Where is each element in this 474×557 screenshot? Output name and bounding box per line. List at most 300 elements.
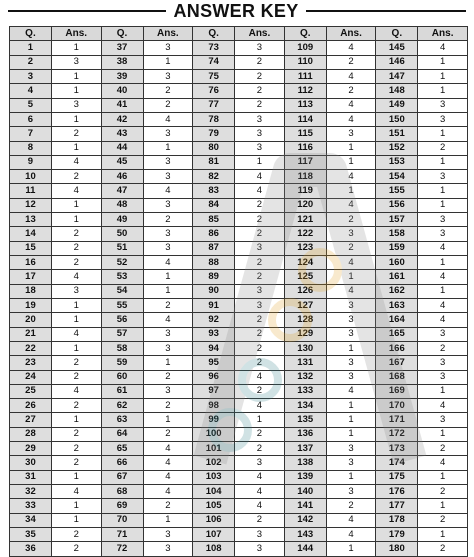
column-header: Q. <box>101 27 143 41</box>
answer-cell: 2 <box>51 356 101 370</box>
table-row <box>10 470 468 484</box>
table-row <box>10 370 468 384</box>
question-number-cell: 109 <box>284 41 326 55</box>
answer-cell: 3 <box>235 141 285 155</box>
column-header: Q. <box>284 27 326 41</box>
answer-cell: 1 <box>143 270 193 284</box>
question-number-cell: 98 <box>193 399 235 413</box>
question-number-cell: 158 <box>376 227 418 241</box>
question-number-cell: 153 <box>376 155 418 169</box>
answer-cell: 2 <box>326 241 376 255</box>
question-number-cell: 33 <box>10 499 52 513</box>
answer-cell: 3 <box>326 127 376 141</box>
answer-cell: 2 <box>51 256 101 270</box>
answer-cell: 1 <box>418 384 468 398</box>
question-number-cell: 149 <box>376 98 418 112</box>
column-header: Ans. <box>143 27 193 41</box>
answer-cell: 2 <box>143 298 193 312</box>
question-number-cell: 114 <box>284 112 326 126</box>
answer-cell: 3 <box>326 298 376 312</box>
title-rule-right <box>306 10 466 12</box>
answer-cell: 2 <box>418 485 468 499</box>
answer-cell: 2 <box>418 442 468 456</box>
question-number-cell: 135 <box>284 413 326 427</box>
question-number-cell: 3 <box>10 69 52 83</box>
table-row <box>10 256 468 270</box>
answer-cell: 2 <box>235 256 285 270</box>
question-number-cell: 141 <box>284 499 326 513</box>
question-number-cell: 168 <box>376 370 418 384</box>
question-number-cell: 51 <box>101 241 143 255</box>
question-number-cell: 121 <box>284 213 326 227</box>
answer-cell: 3 <box>326 370 376 384</box>
question-number-cell: 119 <box>284 184 326 198</box>
question-number-cell: 26 <box>10 399 52 413</box>
question-number-cell: 22 <box>10 341 52 355</box>
answer-cell: 4 <box>51 485 101 499</box>
answer-cell: 2 <box>235 442 285 456</box>
question-number-cell: 20 <box>10 313 52 327</box>
question-number-cell: 107 <box>193 527 235 541</box>
question-number-cell: 44 <box>101 141 143 155</box>
question-number-cell: 173 <box>376 442 418 456</box>
answer-cell: 1 <box>143 55 193 69</box>
question-number-cell: 40 <box>101 84 143 98</box>
answer-cell: 1 <box>326 413 376 427</box>
table-row <box>10 499 468 513</box>
question-number-cell: 156 <box>376 198 418 212</box>
answer-cell: 3 <box>235 41 285 55</box>
answer-cell: 4 <box>326 170 376 184</box>
question-number-cell: 59 <box>101 356 143 370</box>
question-number-cell: 159 <box>376 241 418 255</box>
question-number-cell: 34 <box>10 513 52 527</box>
answer-cell: 3 <box>51 98 101 112</box>
question-number-cell: 136 <box>284 427 326 441</box>
question-number-cell: 179 <box>376 527 418 541</box>
table-row <box>10 84 468 98</box>
question-number-cell: 137 <box>284 442 326 456</box>
answer-cell: 2 <box>235 55 285 69</box>
answer-cell: 1 <box>326 155 376 169</box>
answer-cell: 4 <box>51 384 101 398</box>
answer-cell: 2 <box>143 399 193 413</box>
column-header: Q. <box>10 27 52 41</box>
answer-cell: 4 <box>143 184 193 198</box>
question-number-cell: 95 <box>193 356 235 370</box>
question-number-cell: 18 <box>10 284 52 298</box>
table-row <box>10 442 468 456</box>
question-number-cell: 99 <box>193 413 235 427</box>
answer-cell: 1 <box>51 313 101 327</box>
question-number-cell: 15 <box>10 241 52 255</box>
question-number-cell: 84 <box>193 198 235 212</box>
answer-cell: 1 <box>51 341 101 355</box>
answer-cell: 4 <box>143 456 193 470</box>
column-header: Ans. <box>326 27 376 41</box>
answer-cell: 1 <box>51 298 101 312</box>
answer-cell: 2 <box>235 313 285 327</box>
question-number-cell: 56 <box>101 313 143 327</box>
question-number-cell: 130 <box>284 341 326 355</box>
question-number-cell: 92 <box>193 313 235 327</box>
question-number-cell: 37 <box>101 41 143 55</box>
question-number-cell: 122 <box>284 227 326 241</box>
answer-cell: 2 <box>235 227 285 241</box>
question-number-cell: 155 <box>376 184 418 198</box>
question-number-cell: 115 <box>284 127 326 141</box>
column-header: Ans. <box>418 27 468 41</box>
question-number-cell: 49 <box>101 213 143 227</box>
answer-cell: 3 <box>51 284 101 298</box>
table-row <box>10 112 468 126</box>
question-number-cell: 19 <box>10 298 52 312</box>
answer-cell: 3 <box>326 327 376 341</box>
answer-cell: 3 <box>143 69 193 83</box>
question-number-cell: 86 <box>193 227 235 241</box>
question-number-cell: 170 <box>376 399 418 413</box>
answer-cell: 2 <box>418 513 468 527</box>
question-number-cell: 132 <box>284 370 326 384</box>
title-rule-left <box>8 10 166 12</box>
answer-cell: 4 <box>326 69 376 83</box>
answer-cell: 4 <box>326 256 376 270</box>
question-number-cell: 140 <box>284 485 326 499</box>
answer-cell: 1 <box>326 399 376 413</box>
question-number-cell: 94 <box>193 341 235 355</box>
table-row <box>10 270 468 284</box>
answer-cell: 3 <box>326 442 376 456</box>
question-number-cell: 52 <box>101 256 143 270</box>
answer-cell: 2 <box>51 227 101 241</box>
question-number-cell: 178 <box>376 513 418 527</box>
table-row <box>10 198 468 212</box>
answer-cell: 2 <box>51 399 101 413</box>
question-number-cell: 66 <box>101 456 143 470</box>
answer-cell: 2 <box>235 98 285 112</box>
answer-cell: 1 <box>418 256 468 270</box>
answer-cell: 3 <box>143 198 193 212</box>
answer-cell: 2 <box>51 456 101 470</box>
answer-cell: 3 <box>143 170 193 184</box>
table-row <box>10 155 468 169</box>
question-number-cell: 47 <box>101 184 143 198</box>
answer-cell: 2 <box>235 69 285 83</box>
table-row <box>10 69 468 83</box>
answer-cell: 4 <box>418 456 468 470</box>
answer-cell: 2 <box>143 499 193 513</box>
answer-cell: 4 <box>235 184 285 198</box>
question-number-cell: 90 <box>193 284 235 298</box>
table-row <box>10 456 468 470</box>
answer-cell: 4 <box>143 485 193 499</box>
question-number-cell: 7 <box>10 127 52 141</box>
answer-cell: 3 <box>418 227 468 241</box>
question-number-cell: 118 <box>284 170 326 184</box>
question-number-cell: 82 <box>193 170 235 184</box>
answer-cell: 2 <box>51 527 101 541</box>
question-number-cell: 117 <box>284 155 326 169</box>
question-number-cell: 48 <box>101 198 143 212</box>
question-number-cell: 103 <box>193 470 235 484</box>
answer-rows <box>10 41 468 556</box>
header <box>0 0 474 22</box>
answer-cell: 3 <box>235 112 285 126</box>
answer-cell: 4 <box>235 485 285 499</box>
answer-cell: 4 <box>235 170 285 184</box>
answer-cell: 3 <box>143 341 193 355</box>
answer-cell: 3 <box>418 98 468 112</box>
answer-cell: 1 <box>51 69 101 83</box>
answer-cell: 2 <box>235 327 285 341</box>
answer-cell: 4 <box>143 112 193 126</box>
table-row <box>10 227 468 241</box>
answer-cell: 1 <box>326 184 376 198</box>
question-number-cell: 131 <box>284 356 326 370</box>
question-number-cell: 60 <box>101 370 143 384</box>
question-number-cell: 45 <box>101 155 143 169</box>
answer-cell: 3 <box>235 241 285 255</box>
table-row <box>10 313 468 327</box>
question-number-cell: 111 <box>284 69 326 83</box>
column-header: Ans. <box>235 27 285 41</box>
question-number-cell: 1 <box>10 41 52 55</box>
question-number-cell: 139 <box>284 470 326 484</box>
question-number-cell: 65 <box>101 442 143 456</box>
question-number-cell: 11 <box>10 184 52 198</box>
question-number-cell: 134 <box>284 399 326 413</box>
question-number-cell: 72 <box>101 542 143 556</box>
answer-cell: 3 <box>143 241 193 255</box>
table-row <box>10 98 468 112</box>
answer-cell: 3 <box>143 127 193 141</box>
question-number-cell: 41 <box>101 98 143 112</box>
question-number-cell: 31 <box>10 470 52 484</box>
question-number-cell: 68 <box>101 485 143 499</box>
question-number-cell: 97 <box>193 384 235 398</box>
answer-cell: 3 <box>326 313 376 327</box>
question-number-cell: 83 <box>193 184 235 198</box>
table-row <box>10 41 468 55</box>
table-row <box>10 298 468 312</box>
question-number-cell: 87 <box>193 241 235 255</box>
answer-cell: 4 <box>326 198 376 212</box>
question-number-cell: 174 <box>376 456 418 470</box>
question-number-cell: 4 <box>10 84 52 98</box>
question-number-cell: 167 <box>376 356 418 370</box>
column-header: Ans. <box>51 27 101 41</box>
answer-cell: 3 <box>326 356 376 370</box>
answer-cell: 2 <box>326 213 376 227</box>
question-number-cell: 78 <box>193 112 235 126</box>
question-number-cell: 32 <box>10 485 52 499</box>
answer-cell: 3 <box>418 356 468 370</box>
answer-cell: 3 <box>143 527 193 541</box>
answer-cell: 2 <box>51 542 101 556</box>
answer-cell: 4 <box>143 256 193 270</box>
answer-cell: 2 <box>326 55 376 69</box>
answer-cell: 4 <box>51 184 101 198</box>
answer-cell: 4 <box>143 470 193 484</box>
answer-cell: 2 <box>51 241 101 255</box>
question-number-cell: 113 <box>284 98 326 112</box>
answer-cell: 2 <box>51 127 101 141</box>
question-number-cell: 16 <box>10 256 52 270</box>
question-number-cell: 105 <box>193 499 235 513</box>
question-number-cell: 166 <box>376 341 418 355</box>
answer-cell: 2 <box>235 84 285 98</box>
answer-cell: 1 <box>235 413 285 427</box>
table-row <box>10 184 468 198</box>
answer-cell: 1 <box>326 470 376 484</box>
question-number-cell: 172 <box>376 427 418 441</box>
question-number-cell: 104 <box>193 485 235 499</box>
answer-cell: 1 <box>326 270 376 284</box>
answer-key-table-container <box>9 26 468 554</box>
table-row <box>10 356 468 370</box>
answer-cell: 3 <box>418 112 468 126</box>
answer-cell: 1 <box>418 527 468 541</box>
question-number-cell: 147 <box>376 69 418 83</box>
answer-cell: 1 <box>418 55 468 69</box>
question-number-cell: 50 <box>101 227 143 241</box>
answer-cell: 2 <box>51 427 101 441</box>
answer-cell: 4 <box>235 470 285 484</box>
answer-cell: 3 <box>418 213 468 227</box>
table-row <box>10 141 468 155</box>
question-number-cell: 143 <box>284 527 326 541</box>
question-number-cell: 175 <box>376 470 418 484</box>
answer-cell: 4 <box>326 284 376 298</box>
question-number-cell: 80 <box>193 141 235 155</box>
answer-cell: 3 <box>235 284 285 298</box>
answer-cell: 2 <box>51 370 101 384</box>
question-number-cell: 42 <box>101 112 143 126</box>
answer-cell: 2 <box>51 442 101 456</box>
answer-cell: 3 <box>235 456 285 470</box>
answer-cell: 4 <box>326 513 376 527</box>
question-number-cell: 21 <box>10 327 52 341</box>
answer-cell: 3 <box>418 370 468 384</box>
answer-cell: 3 <box>143 542 193 556</box>
table-row <box>10 127 468 141</box>
answer-cell: 2 <box>143 98 193 112</box>
answer-cell: 2 <box>326 84 376 98</box>
question-number-cell: 126 <box>284 284 326 298</box>
answer-cell: 1 <box>143 284 193 298</box>
answer-cell: 1 <box>326 542 376 556</box>
table-row <box>10 213 468 227</box>
question-number-cell: 85 <box>193 213 235 227</box>
answer-cell: 1 <box>143 356 193 370</box>
question-number-cell: 102 <box>193 456 235 470</box>
answer-cell: 2 <box>418 341 468 355</box>
question-number-cell: 161 <box>376 270 418 284</box>
question-number-cell: 23 <box>10 356 52 370</box>
answer-cell: 2 <box>143 370 193 384</box>
answer-cell: 4 <box>326 98 376 112</box>
answer-cell: 1 <box>418 198 468 212</box>
question-number-cell: 145 <box>376 41 418 55</box>
question-number-cell: 69 <box>101 499 143 513</box>
answer-cell: 1 <box>143 513 193 527</box>
answer-cell: 1 <box>51 413 101 427</box>
table-row <box>10 341 468 355</box>
question-number-cell: 88 <box>193 256 235 270</box>
question-number-cell: 24 <box>10 370 52 384</box>
question-number-cell: 74 <box>193 55 235 69</box>
question-number-cell: 38 <box>101 55 143 69</box>
question-number-cell: 29 <box>10 442 52 456</box>
question-number-cell: 150 <box>376 112 418 126</box>
answer-cell: 1 <box>418 184 468 198</box>
answer-cell: 4 <box>418 241 468 255</box>
answer-cell: 1 <box>418 427 468 441</box>
question-number-cell: 35 <box>10 527 52 541</box>
question-number-cell: 106 <box>193 513 235 527</box>
question-number-cell: 129 <box>284 327 326 341</box>
question-number-cell: 180 <box>376 542 418 556</box>
table-row <box>10 542 468 556</box>
question-number-cell: 62 <box>101 399 143 413</box>
answer-cell: 2 <box>418 141 468 155</box>
answer-cell: 3 <box>143 227 193 241</box>
question-number-cell: 9 <box>10 155 52 169</box>
answer-cell: 2 <box>143 213 193 227</box>
question-number-cell: 61 <box>101 384 143 398</box>
answer-cell: 2 <box>326 499 376 513</box>
question-number-cell: 10 <box>10 170 52 184</box>
question-number-cell: 8 <box>10 141 52 155</box>
question-number-cell: 162 <box>376 284 418 298</box>
question-number-cell: 120 <box>284 198 326 212</box>
answer-cell: 2 <box>51 170 101 184</box>
question-number-cell: 127 <box>284 298 326 312</box>
answer-cell: 2 <box>143 84 193 98</box>
answer-cell: 3 <box>143 384 193 398</box>
answer-cell: 1 <box>51 499 101 513</box>
answer-cell: 1 <box>326 427 376 441</box>
column-header: Q. <box>376 27 418 41</box>
answer-cell: 3 <box>143 327 193 341</box>
answer-cell: 2 <box>235 427 285 441</box>
answer-cell: 2 <box>235 213 285 227</box>
question-number-cell: 128 <box>284 313 326 327</box>
answer-cell: 3 <box>235 298 285 312</box>
answer-cell: 2 <box>235 198 285 212</box>
question-number-cell: 5 <box>10 98 52 112</box>
answer-cell: 1 <box>51 198 101 212</box>
question-number-cell: 108 <box>193 542 235 556</box>
question-number-cell: 148 <box>376 84 418 98</box>
answer-cell: 3 <box>326 227 376 241</box>
question-number-cell: 152 <box>376 141 418 155</box>
table-row <box>10 241 468 255</box>
question-number-cell: 79 <box>193 127 235 141</box>
question-number-cell: 171 <box>376 413 418 427</box>
answer-cell: 2 <box>235 341 285 355</box>
answer-cell: 1 <box>143 141 193 155</box>
table-row <box>10 284 468 298</box>
answer-cell: 1 <box>51 470 101 484</box>
answer-cell: 3 <box>326 456 376 470</box>
answer-cell: 2 <box>418 542 468 556</box>
question-number-cell: 142 <box>284 513 326 527</box>
answer-cell: 3 <box>235 542 285 556</box>
answer-cell: 4 <box>326 527 376 541</box>
answer-cell: 4 <box>143 313 193 327</box>
question-number-cell: 165 <box>376 327 418 341</box>
